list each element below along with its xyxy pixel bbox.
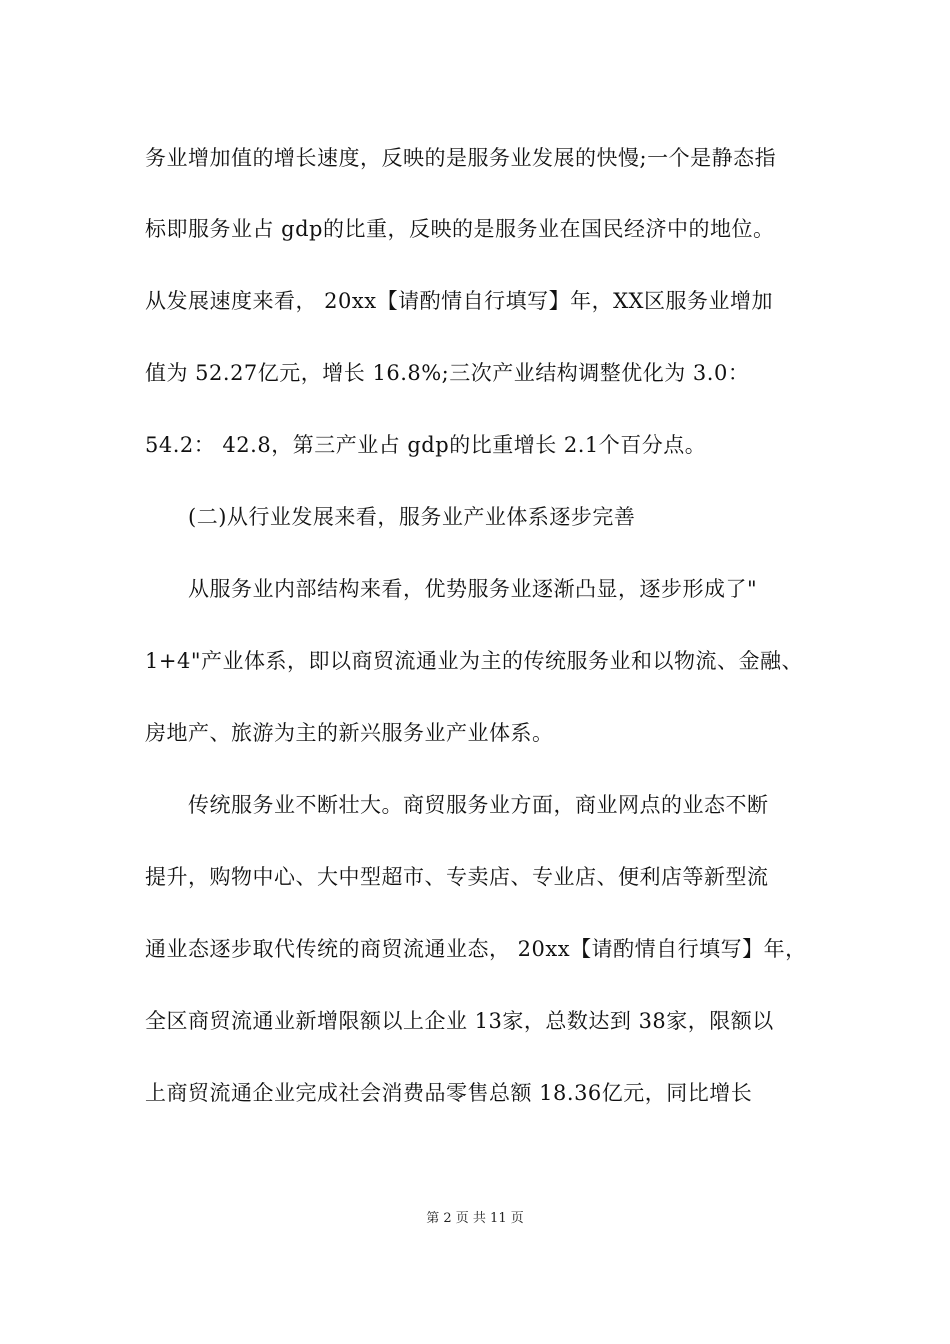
text-line-10: 传统服务业不断壮大。商贸服务业方面，商业网点的业态不断: [188, 793, 769, 817]
page-number-footer: 第 2 页 共 11 页: [426, 1211, 524, 1226]
text-line-1: 务业增加值的增长速度，反映的是服务业发展的快慢;一个是静态指: [145, 146, 777, 170]
section-heading: (二)从行业发展来看，服务业产业体系逐步完善: [188, 505, 636, 529]
text-line-3: 从发展速度来看， 20xx【请酌情自行填写】年，XX区服务业增加: [145, 289, 773, 313]
text-line-9: 房地产、旅游为主的新兴服务业产业体系。: [145, 721, 554, 745]
text-line-2: 标即服务业占 gdp的比重，反映的是服务业在国民经济中的地位。: [145, 217, 775, 241]
text-line-5: 54.2： 42.8，第三产业占 gdp的比重增长 2.1个百分点。: [145, 433, 707, 457]
text-line-8: 1+4"产业体系，即以商贸流通业为主的传统服务业和以物流、金融、: [145, 649, 803, 673]
text-line-11: 提升，购物中心、大中型超市、专卖店、专业店、便利店等新型流: [145, 865, 769, 889]
text-line-14: 上商贸流通企业完成社会消费品零售总额 18.36亿元，同比增长: [145, 1081, 753, 1105]
text-line-7: 从服务业内部结构来看，优势服务业逐渐凸显，逐步形成了": [188, 577, 758, 601]
text-line-4: 值为 52.27亿元，增长 16.8%;三次产业结构调整优化为 3.0：: [145, 361, 750, 385]
text-line-13: 全区商贸流通业新增限额以上企业 13家，总数达到 38家，限额以: [145, 1009, 774, 1033]
text-line-12: 通业态逐步取代传统的商贸流通业态， 20xx【请酌情自行填写】年，: [145, 937, 807, 961]
